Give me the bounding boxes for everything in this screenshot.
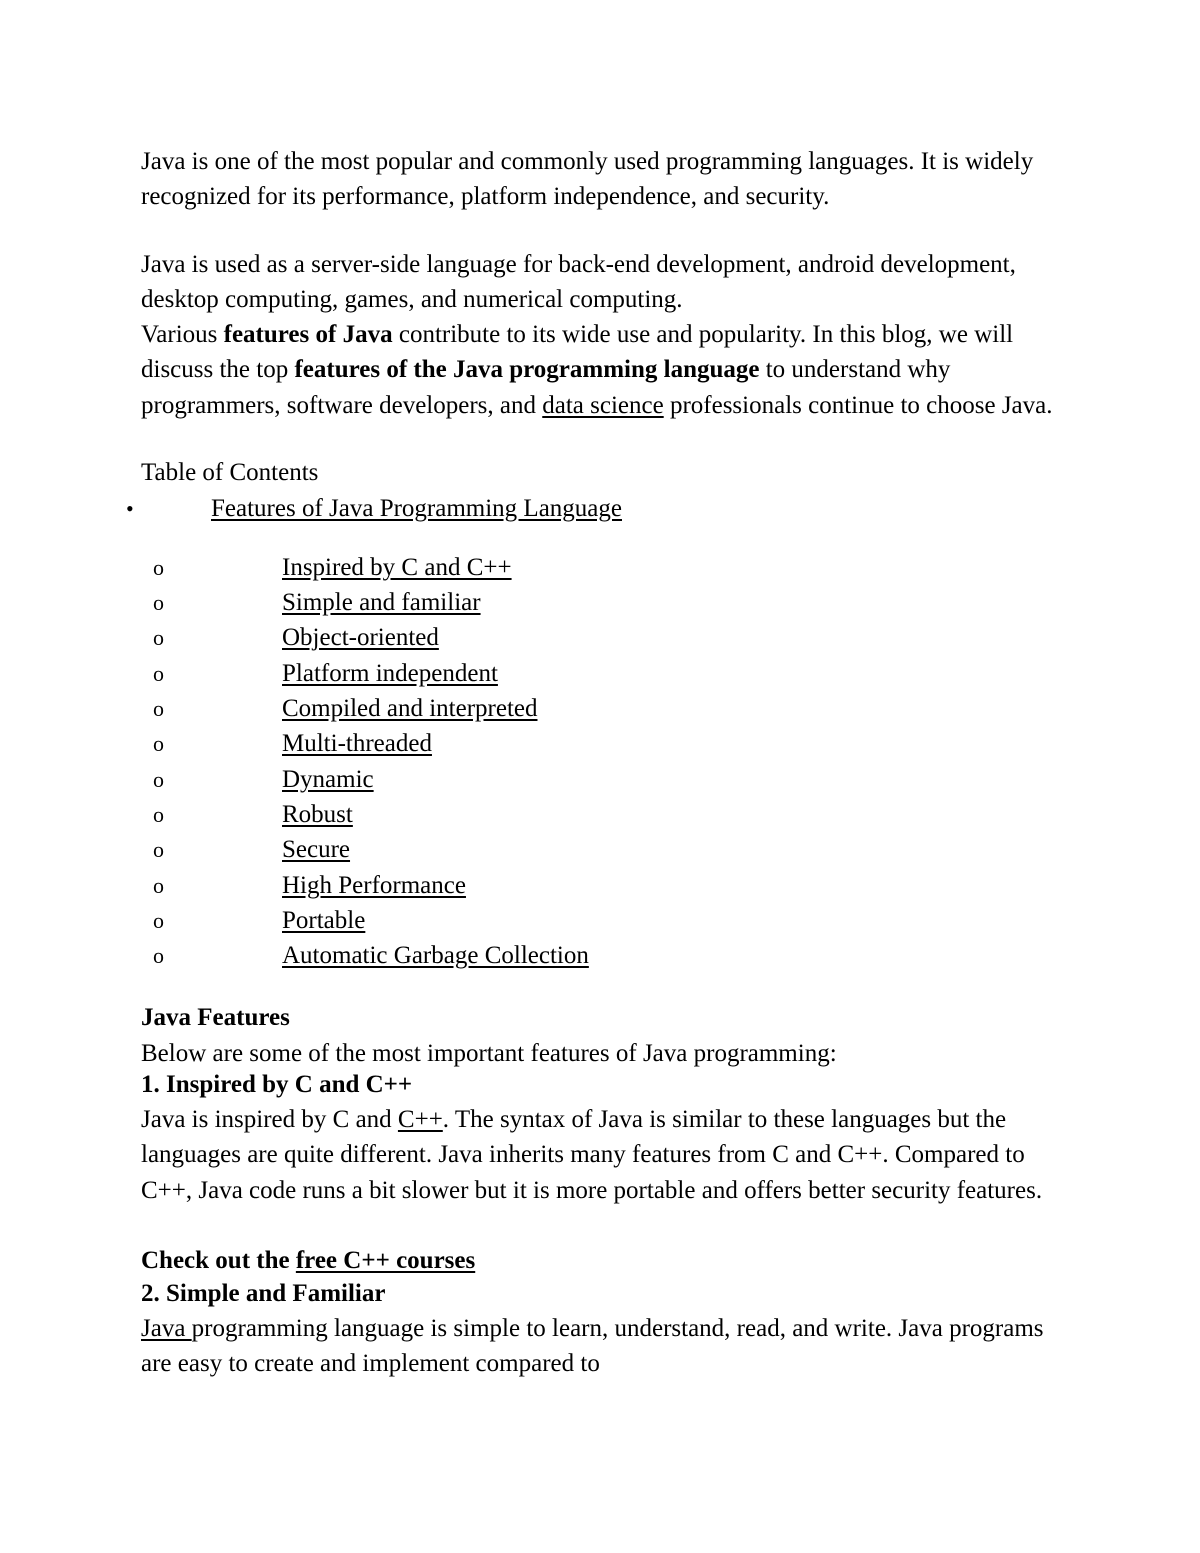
- toc-link-robust[interactable]: Robust: [282, 801, 353, 828]
- circle-bullet-icon: o: [153, 555, 164, 580]
- feature-2-paragraph: [141, 1311, 1071, 1382]
- toc-title: Table of Contents: [141, 459, 319, 486]
- toc-link-multithreaded[interactable]: Multi-threaded: [282, 730, 432, 757]
- features-intro: Below are some of the most important features of Java programming:: [141, 1040, 837, 1067]
- circle-bullet-icon: o: [153, 661, 164, 686]
- toc-link-simple[interactable]: Simple and familiar: [282, 589, 481, 616]
- circle-bullet-icon: o: [153, 590, 164, 615]
- text: to understand why programmers, software developers, and: [141, 356, 951, 419]
- text: contribute to its wide use and popularity. In this blog, we will discuss the top: [141, 321, 1014, 384]
- circle-bullet-icon: o: [153, 625, 164, 650]
- text: Java is inspired by C and: [141, 1106, 398, 1133]
- circle-bullet-icon: o: [153, 696, 164, 721]
- cta-line: [141, 1243, 1071, 1278]
- toc-link-platform[interactable]: Platform independent: [282, 660, 498, 687]
- intro-paragraph-2: Java is used as a server-side language for back-end development, android development, desktop computing, games, and numerical computing.: [141, 251, 1016, 314]
- section-heading-java-features: Java Features: [141, 1004, 290, 1031]
- circle-bullet-icon: o: [153, 731, 164, 756]
- circle-bullet-icon: o: [153, 873, 164, 898]
- toc-link-compiled[interactable]: Compiled and interpreted: [282, 695, 538, 722]
- toc-link-dynamic[interactable]: Dynamic: [282, 766, 374, 793]
- cpp-link[interactable]: C++: [397, 1106, 443, 1133]
- bullet-icon: •: [126, 496, 134, 521]
- circle-bullet-icon: o: [153, 767, 164, 792]
- text: programming language is simple to learn, understand, read, and write. Java programs are easy to create and implement compared to: [141, 1315, 1044, 1378]
- toc-link-features[interactable]: Features of Java Programming Language: [211, 495, 622, 522]
- toc-link-portable[interactable]: Portable: [282, 907, 366, 934]
- intro-paragraph-1: Java is one of the most popular and commonly used programming languages. It is widely recognized for its performance, platform independence, and security.: [141, 148, 1034, 211]
- feature-1-paragraph: [141, 1102, 1071, 1208]
- bold-phrase: features of the Java programming language: [294, 356, 760, 384]
- toc-link-high-performance[interactable]: High Performance: [282, 872, 466, 899]
- text: Various: [141, 321, 224, 348]
- cta-text: Check out the: [141, 1247, 296, 1274]
- text: . The syntax of Java is similar to these languages but the languages are quite different. Java inherits many features from C and C++. Compared to C++, Java code runs a bit slower but it is more portable and offers better security features.: [141, 1106, 1043, 1204]
- java-link[interactable]: Java: [141, 1315, 192, 1342]
- feature-heading-1: 1. Inspired by C and C++: [141, 1071, 413, 1098]
- circle-bullet-icon: o: [153, 837, 164, 862]
- toc-link-inspired[interactable]: Inspired by C and C++: [282, 554, 512, 581]
- toc-link-object-oriented[interactable]: Object-oriented: [282, 624, 439, 651]
- bold-phrase: features of Java: [223, 321, 393, 348]
- circle-bullet-icon: o: [153, 943, 164, 968]
- toc-link-garbage-collection[interactable]: Automatic Garbage Collection: [282, 942, 589, 969]
- feature-heading-2: 2. Simple and Familiar: [141, 1280, 386, 1307]
- intro-paragraph-3: [141, 317, 1071, 423]
- data-science-link[interactable]: data science: [542, 391, 664, 419]
- free-cpp-courses-link[interactable]: free C++ courses: [295, 1247, 476, 1274]
- circle-bullet-icon: o: [153, 908, 164, 933]
- toc-link-secure[interactable]: Secure: [282, 836, 351, 863]
- text: professionals continue to choose Java.: [663, 391, 1053, 419]
- circle-bullet-icon: o: [153, 802, 164, 827]
